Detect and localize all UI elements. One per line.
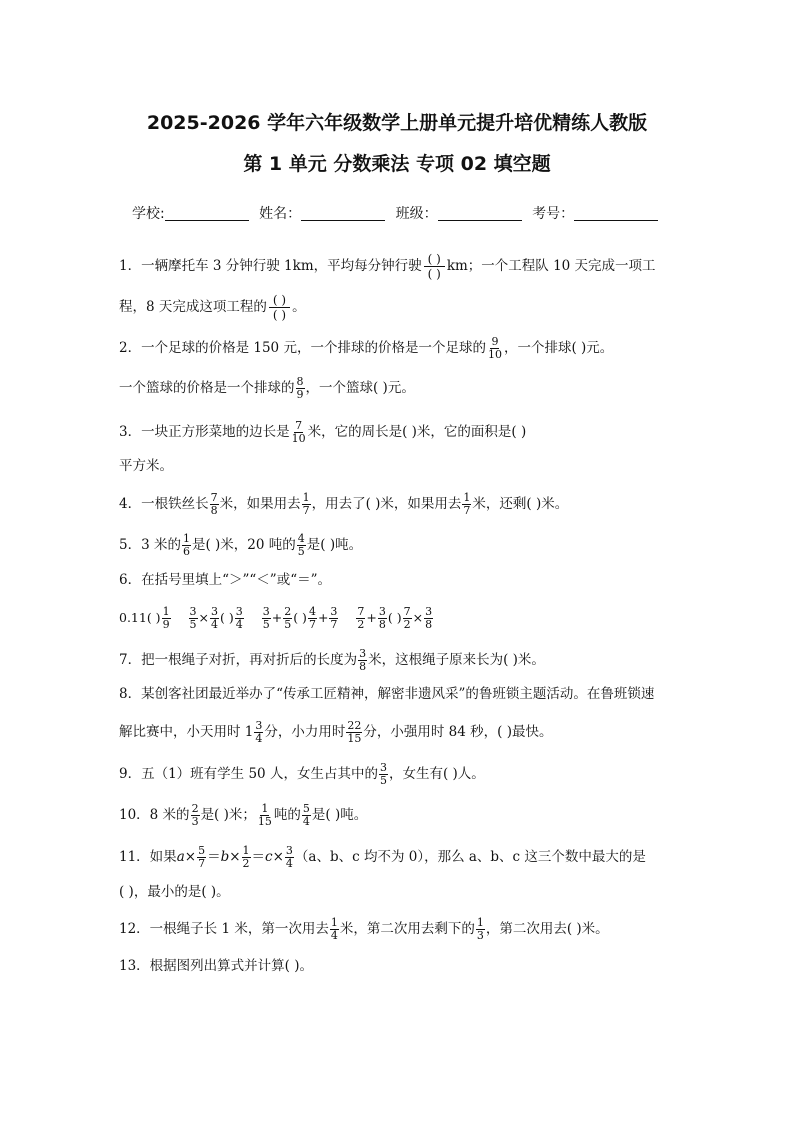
class-field[interactable] <box>438 206 522 221</box>
question-10: 10．8 米的 $\frac{2}{3}$ 是( )米； $\frac{1}{15}$ 吨的 $\frac{5}{4}$ 是( )吨。 <box>119 802 368 828</box>
question-1-line-2: 程，8 天完成这项工程的 $\frac{( )}{( )}$ 。 <box>119 293 306 322</box>
fraction: $\frac{1}{7}$ <box>463 491 471 517</box>
fraction: $\frac{4}{5}$ <box>297 532 305 558</box>
school-label: 学校: <box>132 206 165 222</box>
student-info-row <box>132 203 664 223</box>
worksheet-subtitle: 第 1 单元 分数乘法 专项 02 填空题 <box>243 153 551 175</box>
answer-fraction[interactable]: $\frac{( )}{( )}$ <box>424 252 445 281</box>
question-13: 13．根据图列出算式并计算( )。 <box>119 958 314 974</box>
question-3-line-1: 3．一块正方形菜地的边长是 $\frac{7}{10}$ 米，它的周长是( )米，它的面积是( ) <box>119 419 527 445</box>
question-11-line-2: ( )，最小的是( )。 <box>119 884 230 900</box>
question-2-line-1: 2．一个足球的价格是 150 元，一个排球的价格是一个足球的 $\frac{9}{10}$ ，一个排球( )元。 <box>119 335 614 361</box>
question-1-line-1: 1．一辆摩托车 3 分钟行驶 1km，平均每分钟行驶 $\frac{( )}{( )}$ km；一个工程队 10 天完成一项工 <box>119 252 656 281</box>
fraction: $\frac{1}{7}$ <box>302 491 310 517</box>
question-7: 7．把一根绳子对折，再对折后的长度为 $\frac{3}{8}$ 米，这根绳子原来长为( )米。 <box>119 647 545 673</box>
name-field[interactable] <box>301 206 385 221</box>
question-2-line-2: 一个篮球的价格是一个排球的 $\frac{8}{9}$ ，一个篮球( )元。 <box>119 375 415 401</box>
question-4: 4．一根铁丝长 $\frac{7}{8}$ 米，如果用去 $\frac{1}{7}$ ，用去了( )米，如果用去 $\frac{1}{7}$ 米，还剩( )米。 <box>119 491 569 517</box>
question-6: 6．在括号里填上“＞”“＜”或“＝”。 <box>119 572 331 588</box>
fraction: $\frac{7}{8}$ <box>210 491 218 517</box>
answer-fraction[interactable]: $\frac{( )}{( )}$ <box>269 293 290 322</box>
class-label: 班级： <box>395 206 438 222</box>
question-8-line-2: 解比赛中，小天用时 1 $\frac{3}{4}$ 分，小力用时 $\frac{22}{15}$ 分，小强用时 84 秒，( )最快。 <box>119 719 553 745</box>
question-6-expressions: 0.11( ) $\frac{1}{9}$ $\frac{3}{5}$ × $\frac{3}{4}$ ( ) $\frac{3}{4}$ $\frac{3}{5}$ + $\frac{2}{5}$ ( ) $\frac{4}{7}$ + $\frac{3}{7}$ $\frac{7}{2}$ + $\frac{3}{8}$ ( ) $\frac{7}{2}$ × $\frac{3}{8}$ <box>119 605 433 631</box>
fraction: $\frac{1}{6}$ <box>182 532 190 558</box>
name-label: 姓名： <box>259 206 302 222</box>
fraction: $\frac{9}{10}$ <box>487 335 502 361</box>
fraction: $\frac{8}{9}$ <box>296 375 304 401</box>
worksheet-title: 2025-2026 学年六年级数学上册单元提升培优精练人教版 <box>146 112 648 134</box>
exam-number-label: 考号： <box>532 206 575 222</box>
question-3-line-2: 平方米。 <box>119 458 173 474</box>
question-11-line-1: 11．如果a× $\frac{5}{7}$ ＝b× $\frac{1}{2}$ ＝c× $\frac{3}{4}$ （a、b、c 均不为 0），那么 a、b、c 这三个数中最大的是 <box>119 844 646 870</box>
fraction: $\frac{7}{10}$ <box>291 419 306 445</box>
question-9: 9．五（1）班有学生 50 人，女生占其中的 $\frac{3}{5}$ ，女生有( )人。 <box>119 761 485 787</box>
exam-number-field[interactable] <box>574 206 658 221</box>
question-5: 5．3 米的 $\frac{1}{6}$ 是( )米，20 吨的 $\frac{4}{5}$ 是( )吨。 <box>119 532 363 558</box>
school-field[interactable] <box>165 206 249 221</box>
question-8-line-1: 8．某创客社团最近举办了“传承工匠精神，解密非遗风采”的鲁班锁主题活动。在鲁班锁速 <box>119 686 655 702</box>
question-12: 12．一根绳子长 1 米，第一次用去 $\frac{1}{4}$ 米，第二次用去剩下的 $\frac{1}{3}$ ，第二次用去( )米。 <box>119 916 609 942</box>
